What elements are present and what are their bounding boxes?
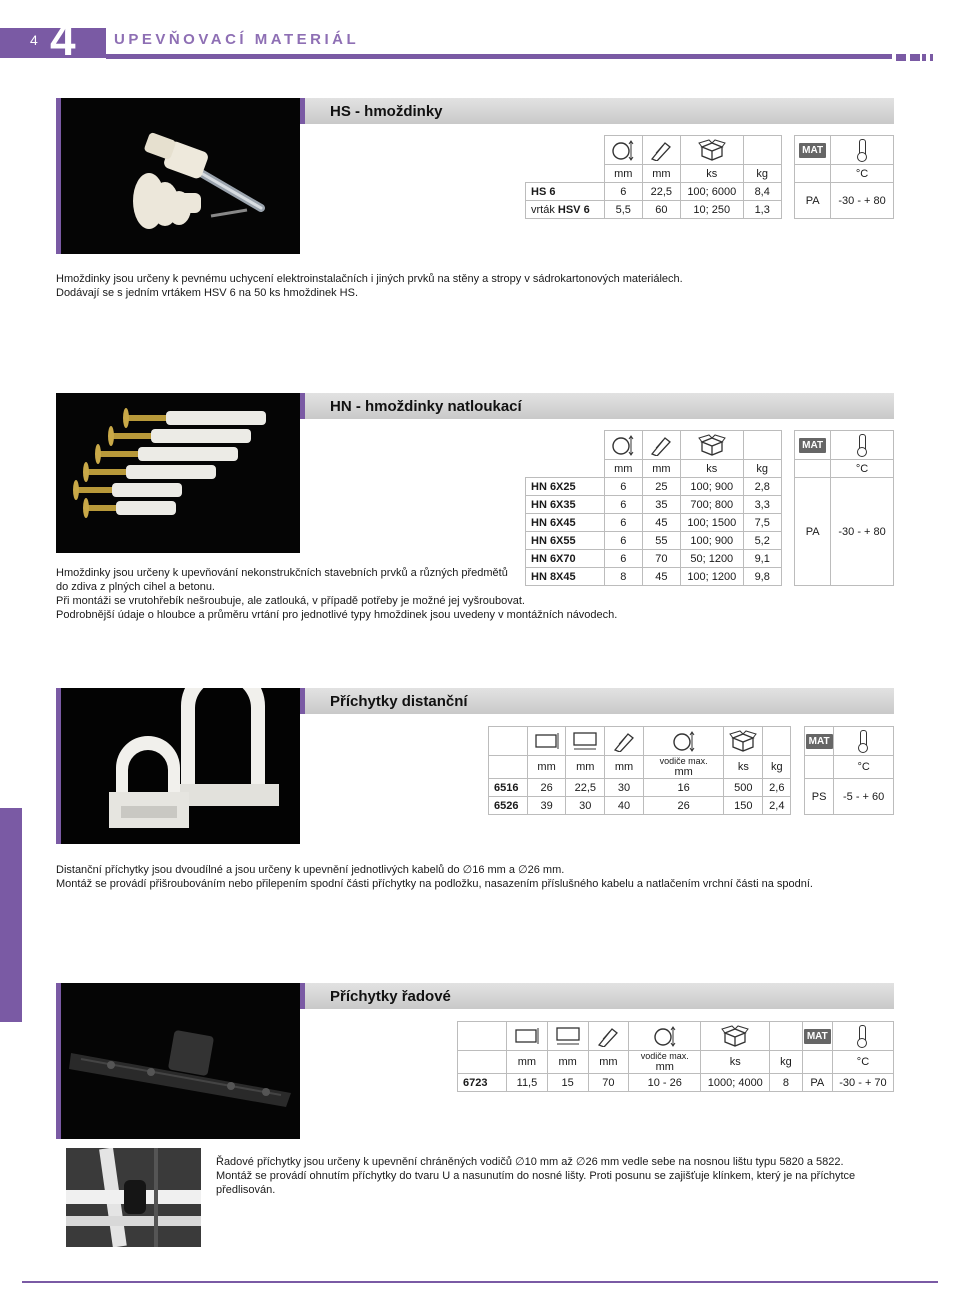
diameter-icon [644,730,724,752]
product-photo-distance-clips [56,688,300,844]
unit-cell: mm [604,165,642,183]
description-line: Řadové příchytky jsou určeny k upevnění chráněných vodičů ∅10 mm až ∅26 mm vedle sebe na nosnou lištu typu 5820 a 5822. [216,1156,844,1168]
table-unit-row [526,165,894,183]
unit-cell: kg [763,756,791,779]
chapter-number: 4 [50,13,74,65]
value-cell: 1000; 4000 [701,1074,770,1092]
row-name: HS 6 [531,185,556,198]
material-badge: MAT [799,143,826,158]
value-cell: 2,4 [763,797,791,815]
material-badge: MAT [799,438,826,453]
value-cell: 70 [588,1074,629,1092]
value-cell: 10; 250 [680,201,743,219]
value-cell: 22,5 [566,779,605,797]
row-name: HN 6X55 [526,532,605,550]
value-cell: 3,3 [743,496,781,514]
value-cell: 11,5 [507,1074,548,1092]
table-icon-row [526,136,894,165]
value-cell: 35 [642,496,680,514]
unit-cell: ks [724,756,763,779]
description-hs [56,272,916,300]
unit-cell: °C [832,1051,893,1074]
section-bar-hs [300,98,894,124]
unit-cell: mm [642,460,680,478]
value-cell: 5,5 [604,201,642,219]
description-line: Distanční příchytky jsou dvoudílné a jsou určeny k upevnění jednotlivých kabelů do ∅16 mm a ∅26 mm. [56,864,565,876]
material-cell: PA [795,183,831,219]
unit-cell: mm [547,1051,588,1074]
value-cell: 150 [724,797,763,815]
width-icon [528,731,566,751]
value-cell: 15 [547,1074,588,1092]
box-icon [681,434,743,456]
value-cell: 9,1 [743,550,781,568]
length-icon [605,730,643,752]
value-cell: 8,4 [743,183,781,201]
description-line: Podrobnější údaje o hloubce a průměru vrtání pro jednotlivé typy hmoždinek jsou uvedeny v montážních návodech. [56,609,618,621]
row-name: HSV 6 [557,203,590,216]
length-icon [643,434,680,456]
row-name: HN 8X45 [526,568,605,586]
value-cell: 7,5 [743,514,781,532]
unit-cell: mm [507,1051,548,1074]
table-icon-row [489,727,894,756]
value-cell: 9,8 [743,568,781,586]
unit-note: vodiče max. [659,756,708,766]
product-photo-row-clips-detail [66,1148,201,1247]
value-cell: 1,3 [743,201,781,219]
product-photo-row-clips [56,983,300,1139]
box-icon [724,730,762,752]
thermometer-icon [859,139,866,159]
section-bar-hn [300,393,894,419]
spec-table [488,726,894,815]
row-name: HN 6X70 [526,550,605,568]
unit-cell: ks [680,460,743,478]
table-row [458,1074,894,1092]
spec-table-hn [525,430,894,586]
section-title: HS - hmoždinky [330,103,443,120]
page-number: 4 [30,32,38,48]
value-cell: 30 [605,779,644,797]
header-square [922,54,926,61]
description-distance-clips [56,863,916,891]
value-cell: 55 [642,532,680,550]
unit-cell: mm [674,766,693,778]
box-icon [701,1025,769,1047]
spec-table-distance-clips [488,726,894,815]
temperature-cell: -5 - + 60 [834,779,894,815]
value-cell: 45 [642,514,680,532]
unit-cell: mm [566,756,605,779]
spec-table [525,430,894,586]
product-photo-hs [56,98,300,254]
header-square [930,54,933,61]
spec-table [525,135,894,219]
value-cell: 8 [770,1074,802,1092]
height-icon [548,1026,588,1046]
unit-cell: kg [770,1051,802,1074]
value-cell: 45 [642,568,680,586]
table-unit-row [526,460,894,478]
unit-note: vodiče max. [640,1051,689,1061]
section-title: Příchytky distanční [330,693,468,710]
temperature-cell: -30 - + 80 [831,478,894,586]
row-prefix: vrták [531,203,558,216]
value-cell: 26 [527,779,566,797]
value-cell: 60 [642,201,680,219]
value-cell: 30 [566,797,605,815]
table-row [526,478,894,496]
row-name: HN 6X35 [526,496,605,514]
height-icon [566,731,604,751]
diameter-icon [629,1025,700,1047]
material-cell: PA [802,1074,832,1092]
header-rule [106,54,892,59]
thermometer-icon [859,434,866,454]
value-cell: 70 [642,550,680,568]
unit-cell: °C [831,165,894,183]
unit-cell: kg [743,165,781,183]
header-square [910,54,920,61]
table-unit-row [458,1051,894,1074]
footer-rule [22,1281,938,1283]
temperature-cell: -30 - + 80 [831,183,894,219]
side-accent [0,808,22,1022]
description-row-clips [216,1155,916,1197]
value-cell: 100; 900 [680,478,743,496]
section-title: Příchytky řadové [330,988,451,1005]
value-cell: 26 [643,797,724,815]
description-line: do zdiva z plných cihel a betonu. [56,581,215,593]
row-name: HN 6X25 [526,478,605,496]
spec-table-row-clips [457,1021,894,1092]
length-icon [589,1025,629,1047]
material-cell: PA [795,478,831,586]
value-cell: 16 [643,779,724,797]
unit-cell: kg [743,460,781,478]
row-name: 6526 [489,797,528,815]
value-cell: 50; 1200 [680,550,743,568]
box-icon [681,139,743,161]
value-cell: 10 - 26 [629,1074,701,1092]
section-bar-row-clips [300,983,894,1009]
description-line: Hmoždinky jsou určeny k upevňování nekonstrukčních stavebních prvků a různých předmětů [56,567,508,579]
value-cell: 6 [604,183,642,201]
description-line: Dodávají se s jedním vrtákem HSV 6 na 50 ks hmoždinek HS. [56,287,359,299]
value-cell: 6 [604,496,642,514]
unit-cell: ks [680,165,743,183]
thermometer-icon [859,1025,866,1045]
material-cell: PS [805,779,834,815]
value-cell: 8 [604,568,642,586]
unit-cell: ks [701,1051,770,1074]
unit-cell: mm [588,1051,629,1074]
table-row [526,183,894,201]
value-cell: 100; 900 [680,532,743,550]
row-name: HN 6X45 [526,514,605,532]
description-line: Při montáži se vrutohřebík nešroubuje, ale zatlouká, v případě potřeby je možné jej vyšroubovat. [56,595,525,607]
row-name: 6723 [458,1074,507,1092]
value-cell: 2,6 [763,779,791,797]
value-cell: 100; 1500 [680,514,743,532]
value-cell: 22,5 [642,183,680,201]
diameter-icon [605,139,642,161]
spec-table-hs [525,135,894,219]
value-cell: 39 [527,797,566,815]
value-cell: 6 [604,478,642,496]
value-cell: 2,8 [743,478,781,496]
unit-cell: mm [604,460,642,478]
section-title: HN - hmoždinky natloukací [330,398,522,415]
value-cell: 25 [642,478,680,496]
diameter-icon [605,434,642,456]
unit-cell: °C [831,460,894,478]
width-icon [507,1026,547,1046]
chapter-title: UPEVŇOVACÍ MATERIÁL [114,31,360,48]
table-icon-row [526,431,894,460]
product-photo-hn [56,393,300,553]
length-icon [643,139,680,161]
section-bar-distance-clips [300,688,894,714]
unit-cell: mm [655,1061,674,1073]
value-cell: 6 [604,514,642,532]
description-line: Montáž se provádí přišroubováním nebo přilepením spodní části příchytky na podložku, nasazením příslušného kabelu a natlačením vrchní části na spodní. [56,878,813,890]
thermometer-icon [860,730,867,750]
header-square [896,54,906,61]
value-cell: 700; 800 [680,496,743,514]
unit-cell: mm [527,756,566,779]
value-cell: 100; 1200 [680,568,743,586]
value-cell: 100; 6000 [680,183,743,201]
material-badge: MAT [806,734,833,749]
material-badge: MAT [804,1029,831,1044]
value-cell: 5,2 [743,532,781,550]
unit-cell: °C [834,756,894,779]
value-cell: 6 [604,532,642,550]
temperature-cell: -30 - + 70 [832,1074,893,1092]
row-name: 6516 [489,779,528,797]
description-line: Montáž se provádí ohnutím příchytky do tvaru U a nasunutím do nosné lišty. Proti posunu se zajišťuje klínkem, který je na příchytce předlisován. [216,1170,856,1196]
table-row [489,779,894,797]
value-cell: 500 [724,779,763,797]
table-icon-row [458,1022,894,1051]
spec-table [457,1021,894,1092]
value-cell: 6 [604,550,642,568]
table-unit-row [489,756,894,779]
unit-cell: mm [605,756,644,779]
description-hn [56,566,656,622]
description-line: Hmoždinky jsou určeny k pevnému uchycení elektroinstalačních i jiných prvků na stěny a stropy v sádrokartonových materiálech. [56,273,683,285]
value-cell: 40 [605,797,644,815]
unit-cell: mm [642,165,680,183]
